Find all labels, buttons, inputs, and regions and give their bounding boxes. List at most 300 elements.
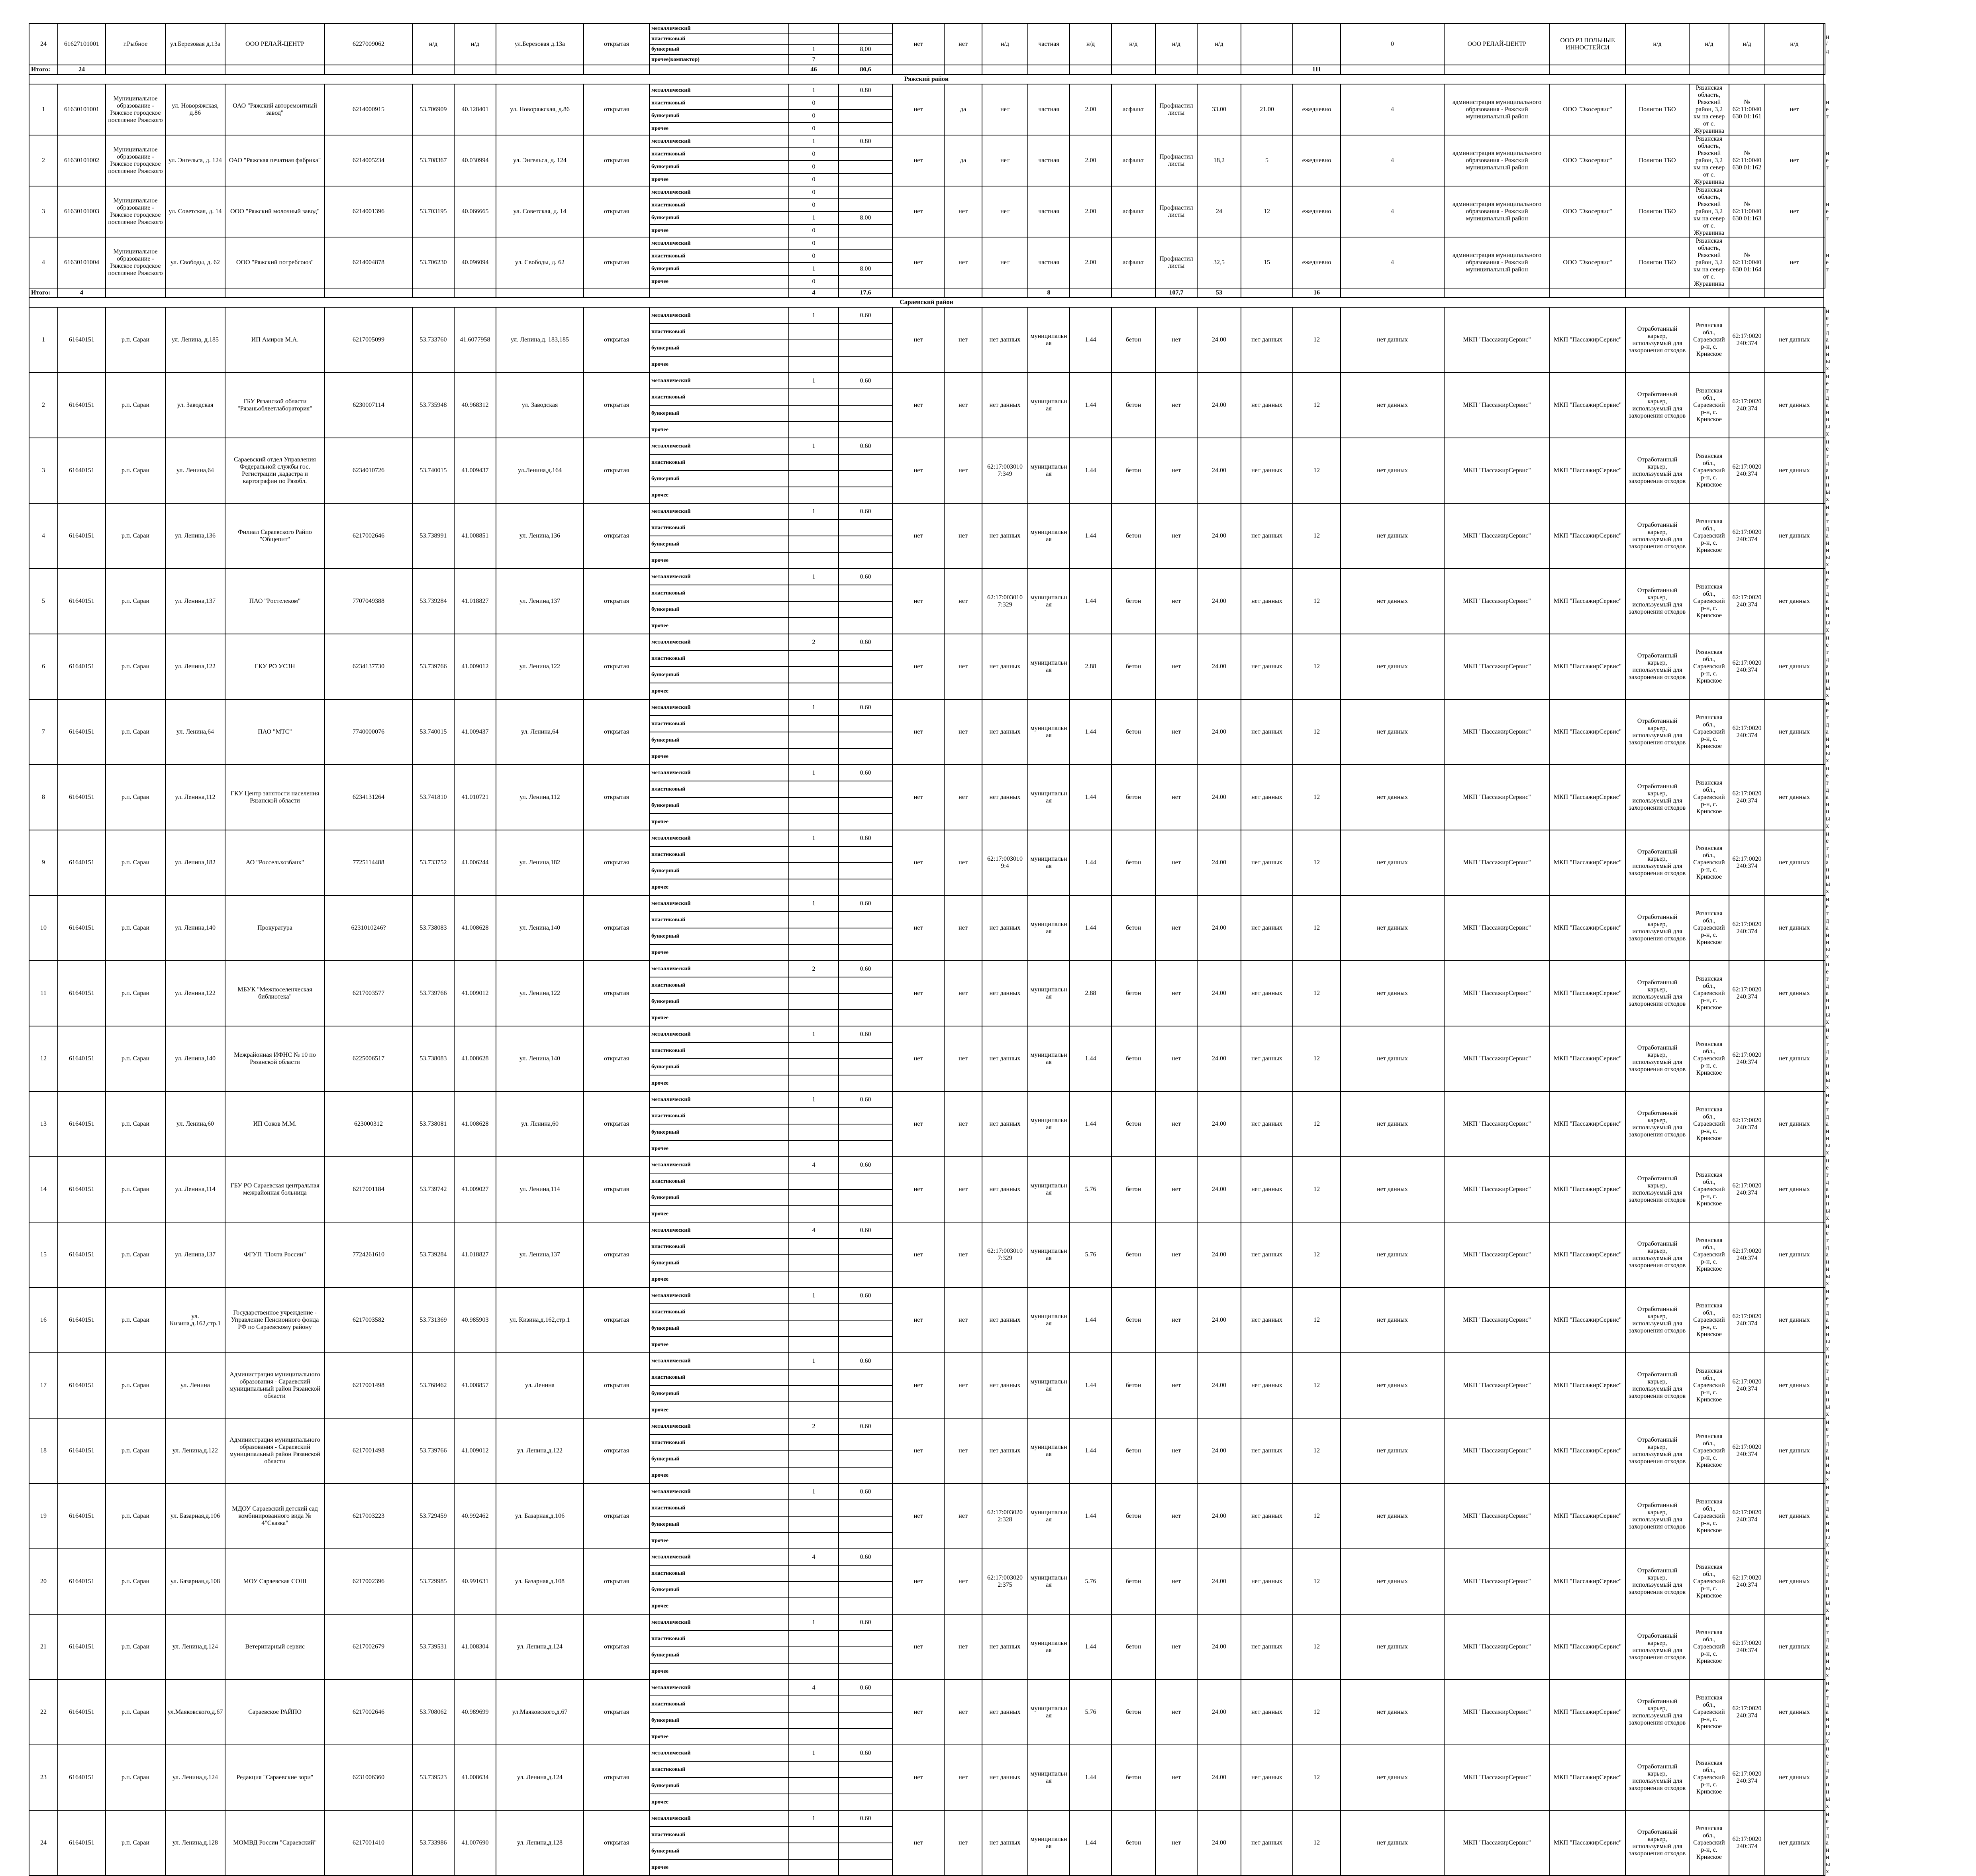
landfill-address: Рязанская обл., Сараевский р-н, с. Кривское [1689, 1222, 1729, 1287]
oktmo-code: 61640151 [58, 699, 106, 765]
cell [1070, 288, 1112, 298]
container-volume [839, 1565, 892, 1582]
c13: нет [944, 1091, 982, 1157]
organization: Администрация муниципального образования - Сараевский муниципальный район Рязанской области [225, 1418, 325, 1484]
c12: нет [892, 503, 944, 569]
oktmo-code: 61630101003 [58, 186, 106, 237]
c20: нет данных [1241, 503, 1293, 569]
latitude: 53.735948 [412, 373, 454, 438]
owner: МКП "ПассажирСервис" [1444, 1418, 1550, 1484]
register-table [29, 23, 1830, 1876]
container-count [789, 732, 839, 748]
organization: ГКУ РО УСЗН [225, 634, 325, 699]
c19: 24.00 [1197, 503, 1241, 569]
container-count: 0 [789, 186, 839, 199]
longitude: 41.009437 [454, 699, 496, 765]
landfill-cadastral: 62:17:0020 240:374 [1729, 1418, 1765, 1484]
container-count: 0 [789, 122, 839, 135]
fence: нет [1155, 765, 1197, 830]
ownership: муниципальная [1028, 307, 1070, 373]
container-type: бункерный [649, 1778, 789, 1794]
container-type: бункерный [649, 1385, 789, 1402]
c12: нет [892, 1810, 944, 1876]
record-row [29, 438, 1825, 454]
c20: 15 [1241, 237, 1293, 288]
c22: 4 [1341, 237, 1444, 288]
oktmo-code: 61640151 [58, 1810, 106, 1876]
c29: нет данных [1824, 634, 1825, 699]
container-type: прочее [649, 748, 789, 765]
operator: МКП "ПассажирСервис" [1550, 569, 1625, 634]
c13: нет [944, 24, 982, 65]
c29: нет данных [1824, 1026, 1825, 1091]
c22: нет данных [1341, 1680, 1444, 1745]
destination: Отработанный карьер, используемый для захоронения отходов [1625, 1680, 1689, 1745]
total-c22: 16 [1293, 288, 1341, 298]
container-count [789, 1304, 839, 1320]
container-volume: 0.60 [839, 1157, 892, 1173]
container-count [789, 34, 839, 44]
container-volume [839, 405, 892, 422]
container-type: пластиковый [649, 1761, 789, 1778]
c12: нет [892, 135, 944, 186]
container-count: 1 [789, 1745, 839, 1761]
container-count: 4 [789, 1157, 839, 1173]
container-volume [839, 1778, 892, 1794]
schedule: 12 [1293, 1484, 1341, 1549]
container-volume [839, 1451, 892, 1467]
schedule: 12 [1293, 765, 1341, 830]
surface: бетон [1112, 1026, 1155, 1091]
settlement: р.п. Сараи [106, 1549, 165, 1614]
oktmo-code: 61640151 [58, 307, 106, 373]
cell [1341, 65, 1444, 75]
container-type: металлический [649, 895, 789, 912]
container-count: 1 [789, 699, 839, 716]
surface: асфальт [1112, 186, 1155, 237]
container-type: бункерный [649, 1712, 789, 1729]
container-count [789, 667, 839, 683]
destination: Отработанный карьер, используемый для захоронения отходов [1625, 1026, 1689, 1091]
c22: 0 [1341, 24, 1444, 65]
c13: нет [944, 1026, 982, 1091]
c22: нет данных [1341, 1287, 1444, 1353]
container-type: пластиковый [649, 97, 789, 110]
fence: нет [1155, 634, 1197, 699]
record-row [29, 1484, 1825, 1500]
destination: Отработанный карьер, используемый для захоронения отходов [1625, 830, 1689, 895]
c19: 24.00 [1197, 961, 1241, 1026]
c29: нет данных [1824, 961, 1825, 1026]
latitude: н/д [412, 24, 454, 65]
fence: нет [1155, 1157, 1197, 1222]
container-type: прочее [649, 1010, 789, 1026]
destination: Отработанный карьер, используемый для захоронения отходов [1625, 895, 1689, 961]
c22: нет данных [1341, 1418, 1444, 1484]
container-count [789, 1516, 839, 1533]
oktmo-code: 61640151 [58, 1745, 106, 1810]
c19: 24.00 [1197, 895, 1241, 961]
address: ул. Новоряжская, д.86 [165, 84, 225, 135]
longitude: 41.009012 [454, 634, 496, 699]
schedule: 12 [1293, 895, 1341, 961]
cadastral: 62:17:003010 7:329 [982, 1222, 1028, 1287]
cadastral: нет данных [982, 1418, 1028, 1484]
landfill-cadastral: 62:17:0020 240:374 [1729, 895, 1765, 961]
cell [1765, 65, 1824, 75]
container-type: бункерный [649, 667, 789, 683]
cell [325, 288, 412, 298]
area: 1.44 [1070, 438, 1112, 503]
container-count [789, 454, 839, 471]
container-volume [839, 122, 892, 135]
owner: администрация муниципального образования - Ряжский муниципальный район [1444, 186, 1550, 237]
cell [1824, 65, 1825, 75]
c19: 24.00 [1197, 634, 1241, 699]
fence: нет [1155, 1810, 1197, 1876]
c22: нет данных [1341, 1222, 1444, 1287]
surface: бетон [1112, 1614, 1155, 1680]
settlement: р.п. Сараи [106, 830, 165, 895]
fence: нет [1155, 1614, 1197, 1680]
surface: бетон [1112, 1091, 1155, 1157]
longitude: 41.008634 [454, 1745, 496, 1810]
container-type: пластиковый [649, 34, 789, 44]
row-number: 1 [29, 307, 58, 373]
inn: 6217005099 [325, 307, 412, 373]
destination: Отработанный карьер, используемый для захоронения отходов [1625, 1287, 1689, 1353]
container-type: прочее [649, 122, 789, 135]
latitude: 53.739766 [412, 1418, 454, 1484]
operator: МКП "ПассажирСервис" [1550, 307, 1625, 373]
row-number: 19 [29, 1484, 58, 1549]
c13: нет [944, 307, 982, 373]
oktmo-code: 61640151 [58, 438, 106, 503]
container-volume [839, 1189, 892, 1206]
container-volume [839, 1582, 892, 1598]
c29: нет данных [1824, 307, 1825, 373]
organization: ПАО "МТС" [225, 699, 325, 765]
container-type: металлический [649, 1680, 789, 1696]
surface: бетон [1112, 1222, 1155, 1287]
site-type: открытая [584, 1157, 649, 1222]
landfill-address: Рязанская обл., Сараевский р-н, с. Кривское [1689, 1484, 1729, 1549]
oktmo-code: 61640151 [58, 1418, 106, 1484]
c12: нет [892, 373, 944, 438]
c13: нет [944, 1745, 982, 1810]
longitude: 41.009027 [454, 1157, 496, 1222]
c29: нет данных [1824, 1091, 1825, 1157]
oktmo-code: 61640151 [58, 830, 106, 895]
c12: нет [892, 24, 944, 65]
operator: МКП "ПассажирСервис" [1550, 895, 1625, 961]
container-count [789, 405, 839, 422]
schedule: 12 [1293, 1026, 1341, 1091]
organization: ПАО "Ростелеком" [225, 569, 325, 634]
address: ул. Энгельса, д. 124 [165, 135, 225, 186]
container-volume [839, 797, 892, 814]
area: 1.44 [1070, 1287, 1112, 1353]
record-row [29, 1222, 1825, 1238]
longitude: 41.007690 [454, 1810, 496, 1876]
organization: АО "Россельхозбанк" [225, 830, 325, 895]
row-number: 21 [29, 1614, 58, 1680]
cadastral: нет данных [982, 765, 1028, 830]
container-volume [839, 601, 892, 618]
destination: Отработанный карьер, используемый для захоронения отходов [1625, 307, 1689, 373]
record-row [29, 84, 1825, 97]
c20 [1241, 24, 1293, 65]
cadastral: нет данных [982, 373, 1028, 438]
c28: нет данных [1765, 1353, 1824, 1418]
container-volume: 0.60 [839, 1418, 892, 1434]
destination: Отработанный карьер, используемый для захоронения отходов [1625, 438, 1689, 503]
surface: бетон [1112, 830, 1155, 895]
container-volume [839, 250, 892, 263]
longitude: 41.018827 [454, 1222, 496, 1287]
c13: нет [944, 186, 982, 237]
record-row [29, 373, 1825, 389]
c20: нет данных [1241, 1745, 1293, 1810]
row-number: 12 [29, 1026, 58, 1091]
container-volume [839, 237, 892, 250]
ownership: муниципальная [1028, 634, 1070, 699]
ownership: муниципальная [1028, 1418, 1070, 1484]
container-count [789, 422, 839, 438]
site-address: ул. Базарная,д.106 [496, 1484, 584, 1549]
c12: нет [892, 1157, 944, 1222]
container-type: прочее [649, 683, 789, 699]
container-volume [839, 324, 892, 340]
container-volume [839, 199, 892, 212]
operator: МКП "ПассажирСервис" [1550, 373, 1625, 438]
address: ул. Ленина,64 [165, 438, 225, 503]
district-title: Ряжский район [29, 75, 1824, 84]
oktmo-code: 61640151 [58, 373, 106, 438]
c29: н/д [1824, 24, 1825, 65]
container-type: пластиковый [649, 324, 789, 340]
schedule: 12 [1293, 373, 1341, 438]
container-type: пластиковый [649, 1565, 789, 1582]
cadastral: 62:17:003010 9:4 [982, 830, 1028, 895]
cadastral: нет данных [982, 1745, 1028, 1810]
site-address: ул. Ленина,114 [496, 1157, 584, 1222]
inn: 6234137730 [325, 634, 412, 699]
container-volume [839, 1663, 892, 1680]
settlement: Муниципальное образование - Ряжское городское поселение Ряжского [106, 237, 165, 288]
c22: нет данных [1341, 830, 1444, 895]
container-count: 0 [789, 275, 839, 288]
operator: МКП "ПассажирСервис" [1550, 438, 1625, 503]
c19: 24.00 [1197, 1549, 1241, 1614]
operator: МКП "ПассажирСервис" [1550, 830, 1625, 895]
total-c19: 107,7 [1155, 288, 1197, 298]
ownership: муниципальная [1028, 961, 1070, 1026]
cadastral: нет данных [982, 1810, 1028, 1876]
area: 2.00 [1070, 237, 1112, 288]
owner: МКП "ПассажирСервис" [1444, 961, 1550, 1026]
settlement: р.п. Сараи [106, 569, 165, 634]
longitude: 40.066665 [454, 186, 496, 237]
container-volume [839, 161, 892, 173]
container-volume [839, 1320, 892, 1336]
container-count: 1 [789, 1091, 839, 1108]
c28: нет данных [1765, 1418, 1824, 1484]
c20: нет данных [1241, 1026, 1293, 1091]
container-count [789, 1582, 839, 1598]
container-volume: 0.60 [839, 961, 892, 977]
longitude: 41.009012 [454, 961, 496, 1026]
container-type: металлический [649, 135, 789, 148]
owner: МКП "ПассажирСервис" [1444, 1680, 1550, 1745]
c20: нет данных [1241, 895, 1293, 961]
container-count [789, 1451, 839, 1467]
organization: Редакция "Сараевские зори" [225, 1745, 325, 1810]
site-address: ул. Ленина,д.122 [496, 1418, 584, 1484]
latitude: 53.740015 [412, 438, 454, 503]
address: ул. Кизина,д.162,стр.1 [165, 1287, 225, 1353]
landfill-address: Рязанская область, Ряжский район, 3,2 км на север от с. Журавинка [1689, 237, 1729, 288]
record-row [29, 1418, 1825, 1434]
owner: МКП "ПассажирСервис" [1444, 699, 1550, 765]
ownership: частная [1028, 84, 1070, 135]
surface: бетон [1112, 1353, 1155, 1418]
inn: 6230007114 [325, 373, 412, 438]
container-type: металлический [649, 765, 789, 781]
organization: ИП Соков М.М. [225, 1091, 325, 1157]
container-volume: 0.60 [839, 569, 892, 585]
latitude: 53.739284 [412, 569, 454, 634]
c19: 18,2 [1197, 135, 1241, 186]
c12: нет [892, 569, 944, 634]
c19: 24.00 [1197, 1810, 1241, 1876]
container-type: бункерный [649, 1124, 789, 1140]
container-volume [839, 1533, 892, 1549]
row-number: 8 [29, 765, 58, 830]
organization: МОМВД России "Сараевский" [225, 1810, 325, 1876]
container-volume: 0.60 [839, 1353, 892, 1369]
c22: нет данных [1341, 503, 1444, 569]
cell [584, 65, 649, 75]
record-row [29, 1353, 1825, 1369]
container-count: 1 [789, 84, 839, 97]
c20: нет данных [1241, 1680, 1293, 1745]
owner: МКП "ПассажирСервис" [1444, 634, 1550, 699]
ownership: муниципальная [1028, 1614, 1070, 1680]
c12: нет [892, 1418, 944, 1484]
container-type: металлический [649, 830, 789, 846]
destination: Отработанный карьер, используемый для захоронения отходов [1625, 699, 1689, 765]
record-row [29, 1026, 1825, 1042]
area: 1.44 [1070, 699, 1112, 765]
inn: 7740000076 [325, 699, 412, 765]
ownership: муниципальная [1028, 373, 1070, 438]
destination: Полигон ТБО [1625, 237, 1689, 288]
container-volume [839, 536, 892, 552]
record-row [29, 1549, 1825, 1565]
owner: МКП "ПассажирСервис" [1444, 1091, 1550, 1157]
container-type: бункерный [649, 340, 789, 356]
landfill-cadastral: 62:17:0020 240:374 [1729, 1614, 1765, 1680]
cadastral: 62:17:003020 2:328 [982, 1484, 1028, 1549]
site-address: ул. Ленина,д.124 [496, 1745, 584, 1810]
container-count: 1 [789, 569, 839, 585]
container-volume: 0.80 [839, 135, 892, 148]
longitude: 41.008304 [454, 1614, 496, 1680]
c19: 24.00 [1197, 699, 1241, 765]
container-count: 1 [789, 1614, 839, 1631]
landfill-address: Рязанская обл., Сараевский р-н, с. Кривское [1689, 1418, 1729, 1484]
record-row [29, 1091, 1825, 1108]
container-count [789, 356, 839, 373]
cadastral: нет данных [982, 1680, 1028, 1745]
c22: нет данных [1341, 634, 1444, 699]
container-volume [839, 928, 892, 944]
total-volume: 80,6 [839, 65, 892, 75]
container-type: прочее [649, 1402, 789, 1418]
address: ул. Ленина,137 [165, 1222, 225, 1287]
c29: нет данных [1824, 1157, 1825, 1222]
container-type: прочее [649, 1794, 789, 1810]
surface: бетон [1112, 1745, 1155, 1810]
container-volume [839, 650, 892, 667]
container-count: 4 [789, 1549, 839, 1565]
c22: нет данных [1341, 961, 1444, 1026]
destination: Отработанный карьер, используемый для захоронения отходов [1625, 1353, 1689, 1418]
container-type: пластиковый [649, 148, 789, 161]
destination: Отработанный карьер, используемый для захоронения отходов [1625, 961, 1689, 1026]
area: н/д [1070, 24, 1112, 65]
schedule: 12 [1293, 1353, 1341, 1418]
container-count [789, 944, 839, 961]
cadastral: нет данных [982, 961, 1028, 1026]
site-address: ул. Советская, д. 14 [496, 186, 584, 237]
container-count [789, 24, 839, 34]
c20: нет данных [1241, 699, 1293, 765]
destination: Отработанный карьер, используемый для захоронения отходов [1625, 1549, 1689, 1614]
record-row [29, 569, 1825, 585]
container-type: пластиковый [649, 1434, 789, 1451]
destination: Отработанный карьер, используемый для захоронения отходов [1625, 1091, 1689, 1157]
container-count [789, 1255, 839, 1271]
container-type: металлический [649, 569, 789, 585]
container-type: прочее [649, 1663, 789, 1680]
settlement: р.п. Сараи [106, 1484, 165, 1549]
site-address: ул. Ленина,122 [496, 634, 584, 699]
fence: нет [1155, 961, 1197, 1026]
container-count [789, 1696, 839, 1712]
container-count [789, 781, 839, 797]
container-volume: 0.60 [839, 699, 892, 716]
container-count [789, 1827, 839, 1843]
c22: нет данных [1341, 569, 1444, 634]
container-count [789, 1434, 839, 1451]
register-sheet [29, 23, 1830, 1876]
c20: нет данных [1241, 765, 1293, 830]
organization: Прокуратура [225, 895, 325, 961]
container-volume [839, 1173, 892, 1189]
settlement: р.п. Сараи [106, 503, 165, 569]
c19: 24 [1197, 186, 1241, 237]
oktmo-code: 61640151 [58, 569, 106, 634]
cadastral: нет [982, 135, 1028, 186]
c29: нет данных [1824, 895, 1825, 961]
container-volume: 0.60 [839, 1745, 892, 1761]
cell [944, 288, 982, 298]
c29: нет данных [1824, 830, 1825, 895]
container-count [789, 1320, 839, 1336]
schedule: ежедневно [1293, 84, 1341, 135]
